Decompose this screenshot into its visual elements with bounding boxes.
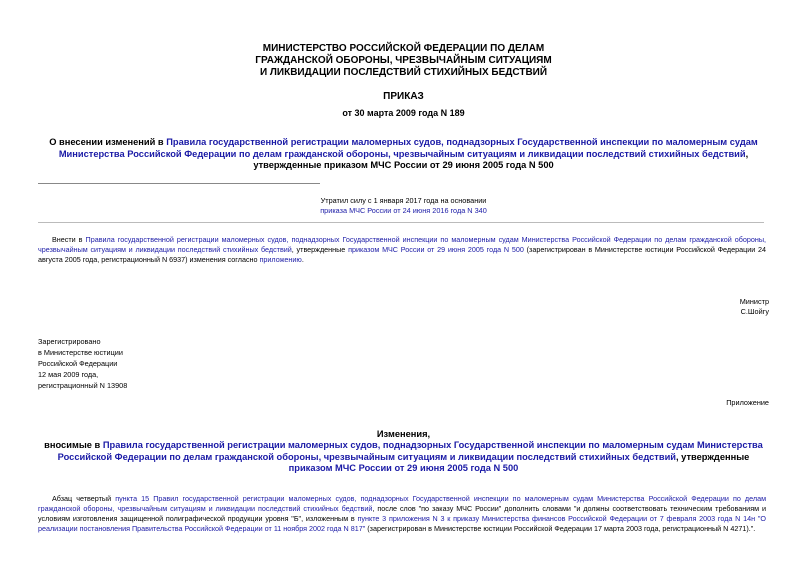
para1-order-link[interactable]: приказом МЧС России от 29 июня 2005 года N 500 xyxy=(348,245,524,254)
title-prefix: О внесении изменений в xyxy=(49,137,167,147)
registration-block xyxy=(38,336,127,391)
title-suffix: , утвержденные приказом МЧС России от 29 июня 2005 года N 500 xyxy=(253,148,749,170)
changes-rules-link[interactable]: Правила государственной регистрации маломерных судов, поднадзорных Государственной инспекции по маломерным судам Министерства Российской Федерации по делам гражданской обороны, чрезвычайным ситуациям и ликвидации последствий стихийных бедствий xyxy=(57,440,763,462)
registration-line-1: Зарегистрировано xyxy=(38,337,101,346)
document-title xyxy=(40,137,767,172)
ministry-line-1: МИНИСТЕРСТВО РОССИЙСКОЙ ФЕДЕРАЦИИ ПО ДЕЛАМ xyxy=(262,43,545,54)
para2-text-3: (зарегистрирован в Министерстве юстиции Российской Федерации 17 марта 2003 года, регистрационный N 4271).". xyxy=(365,524,756,533)
para2-clause-link[interactable]: пункта 15 Правил государственной регистрации маломерных судов, поднадзорных Государственной инспекции по маломерным судам Министерства Российской Федерации по делам гражданской обороны, чрезвычайным ситуациям и ликвидации последствий стихийных бедствий xyxy=(38,494,767,513)
para2-minfin-link[interactable]: пункте 3 приложения N 3 к приказу Министерства финансов Российской Федерации от 7 февраля 2003 года N 14н "О реализации постановления Правительства Российской Федерации от 11 ноября 2002 года N 817" xyxy=(38,514,766,533)
registration-line-5: регистрационный N 13908 xyxy=(38,381,128,390)
changes-middle: , утвержденные xyxy=(676,451,750,462)
signature-block xyxy=(740,297,769,317)
para1-text-3: (зарегистрирован в Министерстве юстиции Российской Федерации 24 августа 2005 года, регистрационный N 6937) изменения согласно xyxy=(38,245,766,264)
signature-name: С.Шойгу xyxy=(740,307,769,316)
para1-appendix-link[interactable]: приложению xyxy=(259,255,302,264)
changes-prefix: вносимые в xyxy=(44,440,103,450)
para2-text-1: Абзац четвертый xyxy=(52,494,116,503)
changes-title xyxy=(40,440,767,475)
signature-role: Министр xyxy=(739,297,769,306)
changes-heading: Изменения, xyxy=(376,429,431,439)
divider xyxy=(38,183,320,184)
changes-paragraph xyxy=(38,494,766,534)
main-paragraph xyxy=(38,235,766,265)
title-rules-link[interactable]: Правила государственной регистрации маломерных судов, поднадзорных Государственной инспекции по маломерным судам Министерства Российской Федерации по делам гражданской обороны, чрезвычайным ситуациям и ликвидации последствий стихийных бедствий xyxy=(58,137,758,159)
para1-text-2: , утвержденные xyxy=(291,245,349,254)
appendix-label: Приложение xyxy=(726,398,769,407)
ministry-line-3: И ЛИКВИДАЦИИ ПОСЛЕДСТВИЙ СТИХИЙНЫХ БЕДСТВИЙ xyxy=(259,67,548,78)
registration-line-4: 12 мая 2009 года, xyxy=(38,370,99,379)
ministry-header xyxy=(0,43,807,79)
status-order-link[interactable]: приказа МЧС России от 24 июня 2016 года N 340 xyxy=(320,206,487,215)
status-line: Утратил силу с 1 января 2017 года на основании xyxy=(320,196,487,205)
para1-text-1: Внести в xyxy=(52,235,86,244)
para2-text-2: , после слов "по заказу МЧС России" дополнить словами "и должны соответствовать техническим требованиям и условиям изготовления защищенной полиграфической продукции уровня "Б", изложенным в xyxy=(38,504,766,523)
para1-text-4: . xyxy=(301,255,304,264)
ministry-line-2: ГРАЖДАНСКОЙ ОБОРОНЫ, ЧРЕЗВЫЧАЙНЫМ СИТУАЦИЯМ xyxy=(255,55,552,66)
divider xyxy=(38,222,764,223)
registration-line-3: Российской Федерации xyxy=(38,359,118,368)
registration-line-2: в Министерстве юстиции xyxy=(38,348,123,357)
para1-rules-link[interactable]: Правила государственной регистрации маломерных судов, поднадзорных Государственной инспекции по маломерным судам Министерства Российской Федерации по делам гражданской обороны, чрезвычайным ситуациям и ликвидации последствий стихийных бедствий xyxy=(38,235,767,254)
order-date: от 30 марта 2009 года N 189 xyxy=(342,108,465,118)
status-note xyxy=(0,196,807,216)
changes-order-link[interactable]: приказом МЧС России от 29 июня 2005 года N 500 xyxy=(288,463,519,473)
order-label: ПРИКАЗ xyxy=(383,91,424,102)
